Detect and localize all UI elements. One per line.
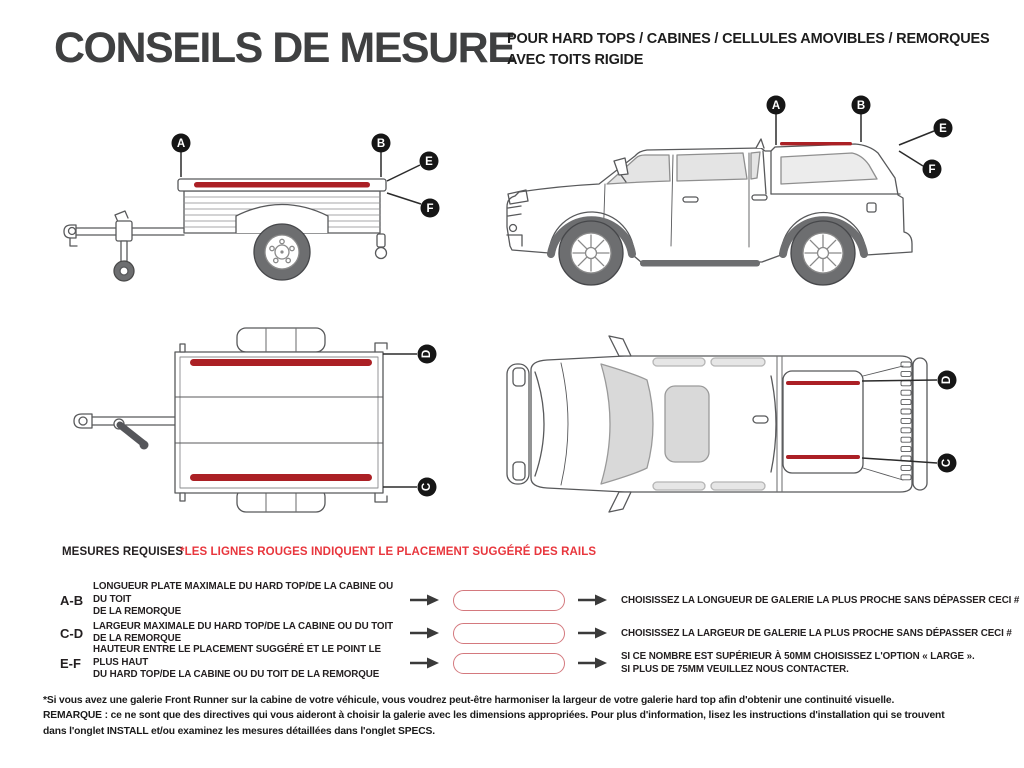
callout-e xyxy=(420,152,439,171)
rail-placement-line xyxy=(190,474,372,481)
measurement-value-pill xyxy=(453,590,565,611)
measure-instruction xyxy=(621,627,1012,640)
svg-text:D: D xyxy=(421,349,433,359)
callout-a xyxy=(172,134,191,153)
measure-label: C-D xyxy=(60,625,84,641)
callout-d xyxy=(418,345,437,364)
instruction-line: CHOISISSEZ LA LARGEUR DE GALERIE LA PLUS PROCHE SANS DÉPASSER CECI # xyxy=(621,627,1012,639)
arrow-right-icon xyxy=(577,627,607,639)
arrow-right-icon xyxy=(577,594,607,606)
svg-text:B: B xyxy=(856,100,866,112)
description-line: DE LA REMORQUE xyxy=(93,606,182,618)
rail-placement-line xyxy=(780,142,852,145)
footer-note xyxy=(43,693,944,739)
measure-row-ab xyxy=(60,583,1019,617)
side-mirror xyxy=(609,492,631,512)
rail-placement-line xyxy=(786,455,860,459)
arrow-right-icon xyxy=(577,657,607,669)
footer-line-1: *Si vous avez une galerie Front Runner sur la cabine de votre véhicule, vous voudrez peut-être harmoniser la largeur de votre galerie hard top afin d'obtenir une continuité visuelle. xyxy=(43,695,895,706)
page-title: CONSEILS DE MESURE xyxy=(54,24,515,72)
callout-f xyxy=(923,160,942,179)
arrow-right-icon xyxy=(409,594,439,606)
trailer-wheel-top xyxy=(237,328,325,352)
callout-d xyxy=(938,371,957,390)
trailer-top-view-diagram xyxy=(70,325,440,515)
side-mirror xyxy=(609,336,631,356)
subtitle-line-2: AVEC TOITS RIGIDE xyxy=(507,52,644,68)
truck-front-wheel xyxy=(559,221,623,285)
callout-c xyxy=(418,478,437,497)
rail-placement-line xyxy=(786,381,860,385)
description-line: DU HARD TOP/DE LA CABINE OU DU TOIT DE LA REMORQUE xyxy=(93,669,380,681)
trailer-box-top xyxy=(175,352,383,493)
trailer-drawbar xyxy=(92,417,175,425)
measure-instruction xyxy=(621,594,1019,607)
svg-text:C: C xyxy=(941,458,953,468)
measure-label: A-B xyxy=(60,592,84,608)
measure-description xyxy=(93,581,401,619)
footer-line-2: REMARQUE : ce ne sont que des directives qui vous aideront à choisir la galerie avec les dimensions appropriées. Pour plus d'information, lisez les instructions d'installation qui se trouvent xyxy=(43,710,945,722)
trailer-side-view-diagram xyxy=(60,95,460,310)
svg-text:C: C xyxy=(421,482,433,492)
svg-text:E: E xyxy=(425,156,433,168)
rail-placement-line xyxy=(190,359,372,366)
instruction-line: SI PLUS DE 75MM VEUILLEZ NOUS CONTACTER. xyxy=(621,664,849,675)
callout-b xyxy=(852,96,871,115)
measure-description xyxy=(93,644,401,682)
measure-description xyxy=(93,621,401,646)
svg-text:E: E xyxy=(939,123,947,135)
svg-text:D: D xyxy=(941,375,953,385)
measurement-value-pill xyxy=(453,653,565,674)
measures-heading: MESURES REQUISES xyxy=(62,546,184,558)
arrow-right-icon xyxy=(409,657,439,669)
description-line: DE LA REMORQUE xyxy=(93,633,182,644)
svg-text:A: A xyxy=(176,138,186,150)
svg-text:F: F xyxy=(928,164,936,176)
callout-f xyxy=(421,199,440,218)
callout-b xyxy=(372,134,391,153)
description-line: LONGUEUR PLATE MAXIMALE DU HARD TOP/DE LA CABINE OU DU TOIT xyxy=(93,581,394,605)
instruction-line: SI CE NOMBRE EST SUPÉRIEUR À 50MM CHOISISSEZ L'OPTION « LARGE ». xyxy=(621,651,975,662)
callout-e xyxy=(934,119,953,138)
callout-c xyxy=(938,454,957,473)
footer-line-3: dans l'onglet INSTALL et/ou examinez les mesures détaillées dans l'onglet SPECS. xyxy=(43,725,435,737)
rail-placement-line xyxy=(194,182,370,188)
description-line: HAUTEUR ENTRE LE PLACEMENT SUGGÉRÉ ET LE POINT LE PLUS HAUT xyxy=(93,644,381,668)
sunroof xyxy=(665,386,709,462)
svg-text:B: B xyxy=(376,138,386,150)
page-subtitle xyxy=(507,29,989,71)
red-lines-note: *LES LIGNES ROUGES INDIQUENT LE PLACEMENT SUGGÉRÉ DES RAILS xyxy=(180,546,597,558)
measurement-value-pill xyxy=(453,623,565,644)
instruction-line: CHOISISSEZ LA LONGUEUR DE GALERIE LA PLUS PROCHE SANS DÉPASSER CECI # xyxy=(621,594,1020,606)
measure-row-ef xyxy=(60,646,975,680)
canopy-window xyxy=(781,153,877,184)
measure-label: E-F xyxy=(60,655,81,671)
truck-top-view-diagram xyxy=(505,330,960,515)
truck-side-view-diagram xyxy=(500,95,965,305)
truck-rear-wheel xyxy=(791,221,855,285)
arrow-right-icon xyxy=(409,627,439,639)
svg-text:A: A xyxy=(771,100,781,112)
description-line: LARGEUR MAXIMALE DU HARD TOP/DE LA CABINE OU DU TOIT xyxy=(93,620,393,632)
svg-text:F: F xyxy=(426,203,434,215)
callout-a xyxy=(767,96,786,115)
measure-instruction xyxy=(621,650,975,676)
subtitle-line-1: POUR HARD TOPS / CABINES / CELLULES AMOVIBLES / REMORQUES xyxy=(507,31,990,47)
